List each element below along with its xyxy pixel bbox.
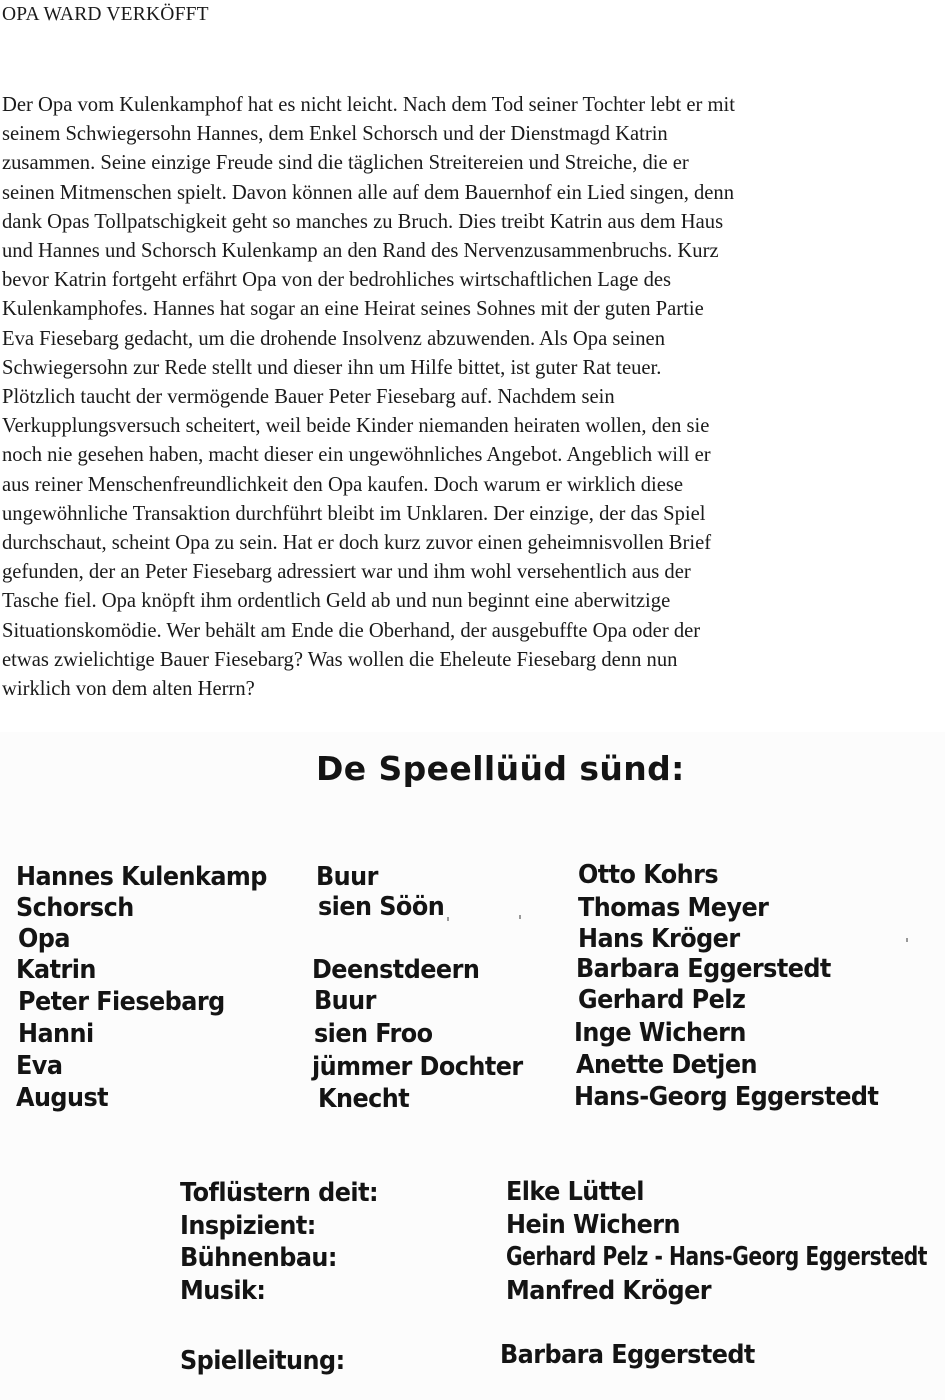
synopsis-line: zusammen. Seine einzige Freude sind die täglichen Streitereien und Streiche, die er xyxy=(2,152,689,175)
role-name: Eva xyxy=(16,1051,63,1081)
synopsis-line: dank Opas Tollpatschigkeit geht so manches zu Bruch. Dies treibt Katrin aus dem Haus xyxy=(2,210,724,233)
direction-function: Spielleitung: xyxy=(180,1346,345,1376)
role-name: Hanni xyxy=(18,1019,94,1049)
crew-person: Manfred Kröger xyxy=(506,1276,712,1306)
role-name: August xyxy=(16,1083,109,1113)
synopsis-line: und Hannes und Schorsch Kulenkamp an den Rand des Nervenzusammenbruchs. Kurz xyxy=(2,240,719,263)
actor-name: Gerhard Pelz xyxy=(578,985,746,1015)
synopsis-line: Der Opa vom Kulenkamphof hat es nicht leicht. Nach dem Tod seiner Tochter lebt er mit xyxy=(2,94,735,116)
page-title: OPA WARD VERKÖFFT xyxy=(2,4,209,25)
cast-sheet xyxy=(0,732,945,1400)
synopsis-line: bevor Katrin fortgeht erfährt Opa von der bedrohliches wirtschaftlichen Lage des xyxy=(2,269,672,292)
role-description: sien Söön xyxy=(318,892,445,922)
synopsis-line: Tasche fiel. Opa knöpft ihm ordentlich Geld ab und nun beginnt eine aberwitzige xyxy=(2,590,671,613)
role-name: Katrin xyxy=(16,955,96,985)
synopsis-line: Situationskomödie. Wer behält am Ende die Oberhand, der ausgebuffte Opa oder der xyxy=(2,619,701,642)
synopsis-line: ungewöhnliche Transaktion durchführt bleibt im Unklaren. Der einzige, der das Spiel xyxy=(2,502,706,525)
actor-name: Thomas Meyer xyxy=(578,893,769,923)
actor-name: Hans Kröger xyxy=(578,924,740,954)
role-description: jümmer Dochter xyxy=(312,1052,523,1082)
synopsis-line: wirklich von dem alten Herrn? xyxy=(2,678,255,701)
role-description: Deenstdeern xyxy=(312,955,480,985)
actor-name: Hans-Georg Eggerstedt xyxy=(574,1082,879,1112)
role-name: Schorsch xyxy=(16,893,134,923)
actor-name: Anette Detjen xyxy=(576,1050,757,1080)
synopsis-line: aus reiner Menschenfreundlichkeit den Opa kaufen. Doch warum er wirklich diese xyxy=(2,473,684,496)
synopsis-paragraph xyxy=(2,91,943,704)
synopsis-line: Kulenkamphofes. Hannes hat sogar an eine Heirat seines Sohnes mit der guten Partie xyxy=(2,298,704,321)
crew-person: Elke Lüttel xyxy=(506,1177,644,1207)
crew-person: Gerhard Pelz - Hans-Georg Eggerstedt xyxy=(506,1242,928,1272)
crew-function: Bühnenbau: xyxy=(180,1243,337,1273)
synopsis-line: Eva Fiesebarg gedacht, um die drohende Insolvenz abzuwenden. Als Opa seinen xyxy=(2,327,665,350)
crew-function: Toflüstern deit: xyxy=(180,1178,378,1208)
synopsis-line: seinen Mitmenschen spielt. Davon können alle auf dem Bauernhof ein Lied singen, denn xyxy=(2,181,735,204)
role-name: Opa xyxy=(18,924,70,954)
crew-function: Inspizient: xyxy=(180,1211,316,1241)
actor-name: Otto Kohrs xyxy=(578,860,719,890)
synopsis-line: seinem Schwiegersohn Hannes, dem Enkel Schorsch und der Dienstmagd Katrin xyxy=(2,123,668,146)
crew-function: Musik: xyxy=(180,1276,266,1306)
direction-person: Barbara Eggerstedt xyxy=(500,1340,755,1370)
role-description: Buur xyxy=(316,862,378,892)
synopsis-line: durchschaut, scheint Opa zu sein. Hat er doch kurz zuvor einen geheimnisvollen Brief xyxy=(2,532,712,555)
synopsis-line: Schwiegersohn zur Rede stellt und dieser ihn um Hilfe bittet, ist guter Rat teuer. xyxy=(2,356,662,379)
scan-speck xyxy=(519,915,521,919)
role-name: Hannes Kulenkamp xyxy=(16,862,267,892)
synopsis-line: Verkupplungsversuch scheitert, weil beide Kinder niemanden heiraten wollen, den sie xyxy=(2,415,710,438)
scan-speck xyxy=(447,917,449,921)
synopsis-line: Plötzlich taucht der vermögende Bauer Peter Fiesebarg auf. Nachdem sein xyxy=(2,386,615,409)
actor-name: Inge Wichern xyxy=(574,1018,746,1048)
role-description: Buur xyxy=(314,986,376,1016)
synopsis-line: etwas zwielichtige Bauer Fiesebarg? Was wollen die Eheleute Fiesebarg denn nun xyxy=(2,648,678,671)
crew-person: Hein Wichern xyxy=(506,1210,681,1240)
scan-speck xyxy=(906,938,908,942)
synopsis-line: noch nie gesehen haben, macht dieser ein ungewöhnliches Angebot. Angeblich will er xyxy=(2,444,711,467)
role-name: Peter Fiesebarg xyxy=(18,987,225,1017)
role-description: sien Froo xyxy=(314,1019,433,1049)
role-description: Knecht xyxy=(318,1084,410,1114)
cast-heading: De Speellüüd sünd: xyxy=(316,749,685,788)
synopsis-line: gefunden, der an Peter Fiesebarg adressiert war und ihm wohl versehentlich aus der xyxy=(2,561,691,584)
actor-name: Barbara Eggerstedt xyxy=(576,954,831,984)
